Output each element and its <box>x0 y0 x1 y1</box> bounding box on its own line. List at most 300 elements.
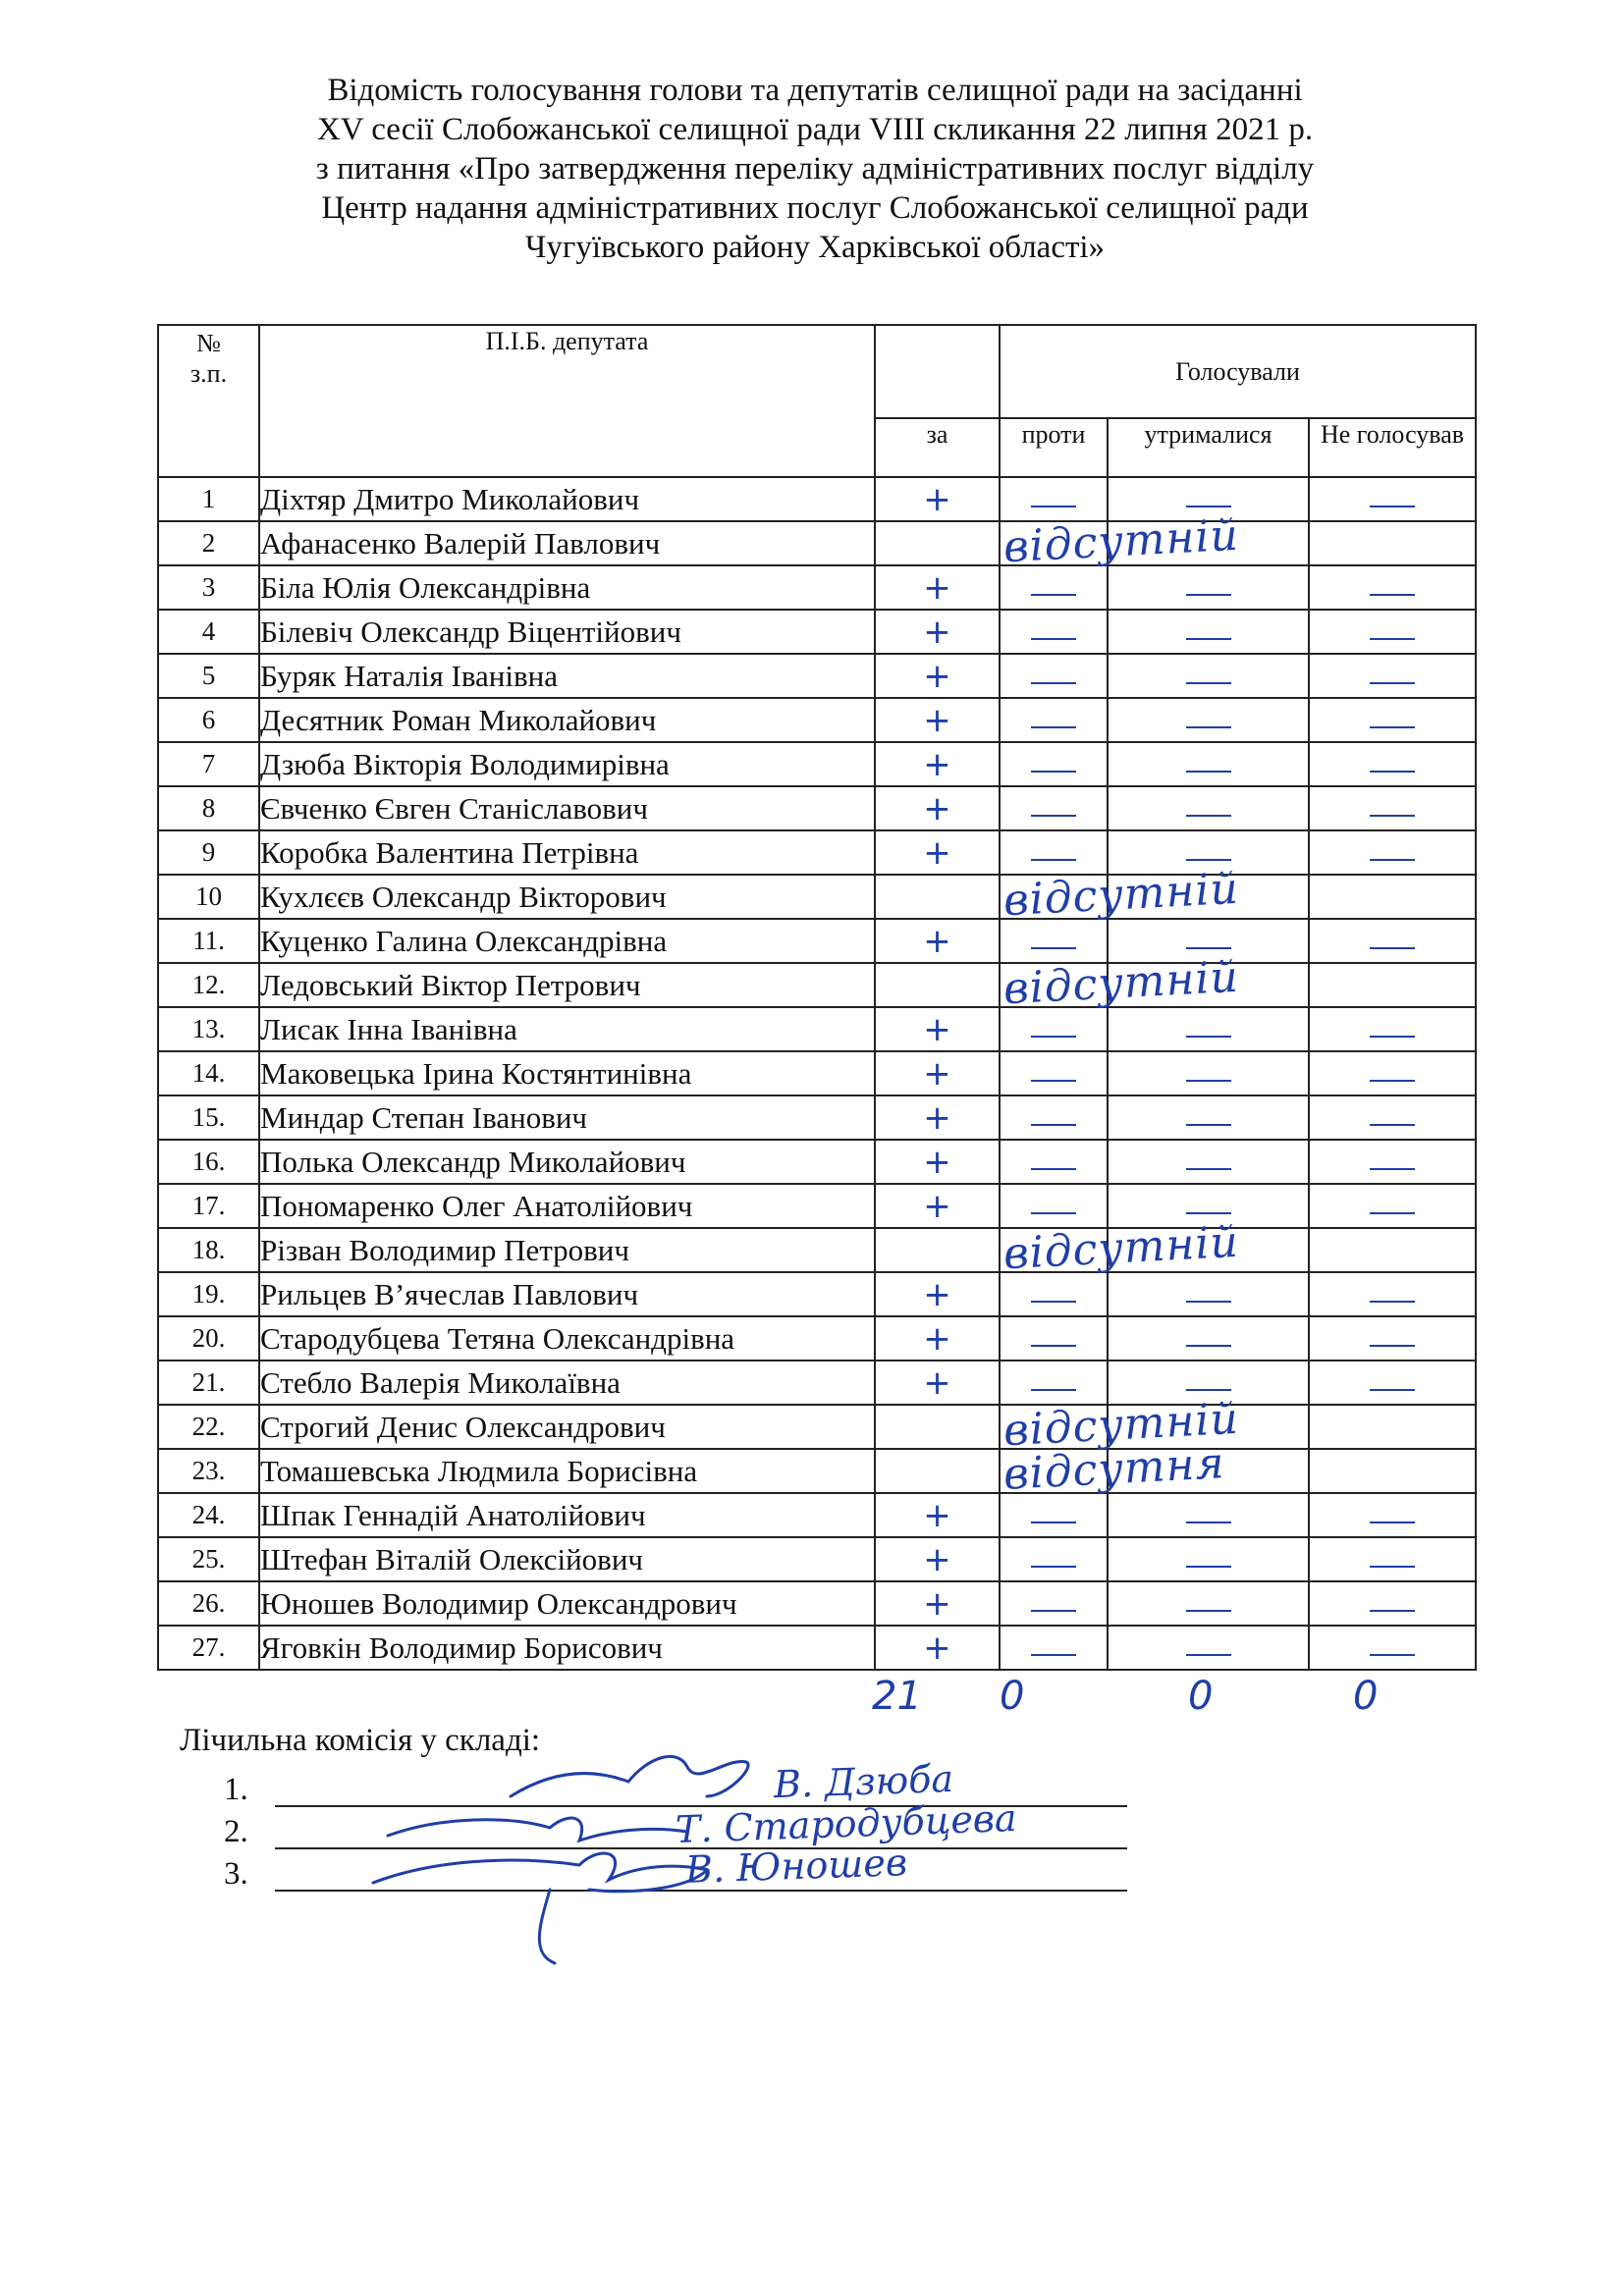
table-row <box>158 1581 1476 1626</box>
row-number: 23. <box>158 1449 259 1493</box>
row-name: Шпак Геннадій Анатолійович <box>259 1493 875 1537</box>
cell-abstained <box>1108 963 1309 1007</box>
table-row <box>158 1184 1476 1228</box>
vote-mark: + <box>923 1053 951 1094</box>
cell-for <box>875 919 1000 963</box>
table-row <box>158 1449 1476 1493</box>
cell-for <box>875 863 1241 927</box>
cell-for <box>875 830 1000 875</box>
commission-label: Лічильна комісія у складі: <box>180 1723 541 1758</box>
title-line: Чугуївського району Харківської області» <box>524 230 1106 265</box>
cell-for <box>875 1095 1000 1140</box>
member-signature: Т. Стародубцева <box>675 1795 1018 1852</box>
header-for: за <box>875 418 1000 477</box>
table-row <box>158 875 1476 919</box>
absent-note: відсутній <box>1001 1216 1241 1280</box>
cell-not-voted <box>1309 1493 1476 1537</box>
row-name: Дзюба Вікторія Володимирівна <box>259 742 875 786</box>
cell-against <box>1000 1493 1108 1537</box>
row-name: Полька Олександр Миколайович <box>259 1140 875 1184</box>
row-number: 4 <box>158 610 259 654</box>
row-name: Діхтяр Дмитро Миколайович <box>259 477 875 521</box>
row-name: Пономаренко Олег Анатолійович <box>259 1184 875 1228</box>
cell-for <box>875 565 1000 610</box>
row-number: 18. <box>158 1228 259 1272</box>
cell-not-voted <box>1309 565 1476 610</box>
cell-abstained <box>1108 1140 1309 1184</box>
table-row <box>158 1405 1476 1449</box>
table-row <box>158 654 1476 698</box>
row-name: Миндар Степан Іванович <box>259 1095 875 1140</box>
table-row <box>158 742 1476 786</box>
row-number: 5 <box>158 654 259 698</box>
vote-mark: + <box>923 1628 951 1668</box>
dash-mark <box>1370 682 1415 684</box>
cell-for <box>875 1438 1226 1500</box>
cell-against <box>1000 1405 1108 1449</box>
row-name: Маковецька Ірина Костянтинівна <box>259 1051 875 1095</box>
commission-member <box>224 1841 1127 1896</box>
cell-not-voted <box>1309 1272 1476 1316</box>
row-number: 11. <box>158 919 259 963</box>
row-number: 10 <box>158 875 259 919</box>
cell-against <box>1000 1051 1108 1095</box>
row-name: Десятник Роман Миколайович <box>259 698 875 742</box>
row-number: 12. <box>158 963 259 1007</box>
cell-abstained <box>1108 1493 1309 1537</box>
member-number: 3. <box>224 1856 248 1892</box>
table-row <box>158 1051 1476 1095</box>
table-row <box>158 521 1476 565</box>
cell-against <box>1000 1537 1108 1581</box>
row-name: Куценко Галина Олександрівна <box>259 919 875 963</box>
row-number: 7 <box>158 742 259 786</box>
cell-for <box>875 1581 1000 1626</box>
table-row <box>158 1361 1476 1405</box>
cell-against <box>1000 919 1108 963</box>
cell-against <box>1000 1095 1108 1140</box>
dash-mark <box>1031 682 1076 684</box>
cell-not-voted <box>1309 477 1476 521</box>
header-name: П.І.Б. депутата <box>259 325 875 477</box>
dash-mark <box>1031 1522 1076 1523</box>
cell-not-voted <box>1309 521 1476 565</box>
dash-mark <box>1370 859 1415 861</box>
absent-note: відсутній <box>1001 1393 1241 1457</box>
cell-abstained <box>1108 1272 1309 1316</box>
cell-abstained <box>1108 698 1309 742</box>
cell-against <box>1000 654 1108 698</box>
dash-mark <box>1031 506 1076 507</box>
cell-not-voted <box>1309 830 1476 875</box>
cell-abstained <box>1108 1007 1309 1051</box>
header-against: проти <box>1000 418 1108 477</box>
dash-mark <box>1186 594 1231 596</box>
row-name: Стародубцева Тетяна Олександрівна <box>259 1316 875 1361</box>
header-not-voted: Не голосував <box>1309 418 1476 477</box>
cell-abstained <box>1108 521 1309 565</box>
dash-mark <box>1370 815 1415 817</box>
cell-for <box>875 1537 1000 1581</box>
vote-mark: + <box>923 1583 951 1624</box>
cell-not-voted <box>1309 1361 1476 1405</box>
cell-abstained <box>1108 654 1309 698</box>
vote-mark: + <box>923 1495 951 1535</box>
dash-mark <box>1031 1301 1076 1303</box>
dash-mark <box>1186 1124 1231 1126</box>
table-row <box>158 786 1476 830</box>
vote-mark: + <box>923 1186 951 1226</box>
row-number: 14. <box>158 1051 259 1095</box>
row-number: 27. <box>158 1626 259 1670</box>
table-row <box>158 477 1476 521</box>
row-number: 26. <box>158 1581 259 1626</box>
dash-mark <box>1186 1345 1231 1347</box>
dash-mark <box>1370 1389 1415 1391</box>
row-name: Лисак Інна Іванівна <box>259 1007 875 1051</box>
cell-for <box>875 1140 1000 1184</box>
row-name: Євченко Євген Станіславович <box>259 786 875 830</box>
row-name: Томашевська Людмила Борисівна <box>259 1449 875 1493</box>
dash-mark <box>1031 1168 1076 1170</box>
dash-mark <box>1370 1654 1415 1656</box>
cell-for <box>875 509 1241 573</box>
cell-for <box>875 1626 1000 1670</box>
cell-not-voted <box>1309 1581 1476 1626</box>
dash-mark <box>1186 1080 1231 1082</box>
dash-mark <box>1031 947 1076 949</box>
table-row <box>158 1228 1476 1272</box>
header-number <box>158 325 259 477</box>
dash-mark <box>1186 682 1231 684</box>
vote-mark: + <box>923 1142 951 1182</box>
row-number: 3 <box>158 565 259 610</box>
cell-against <box>1000 786 1108 830</box>
vote-mark: + <box>923 656 951 696</box>
dash-mark <box>1370 638 1415 640</box>
vote-mark: + <box>923 1009 951 1049</box>
cell-abstained <box>1108 786 1309 830</box>
vote-mark: + <box>923 1539 951 1579</box>
dash-mark <box>1031 1212 1076 1214</box>
row-name: Рильцев В’ячеслав Павлович <box>259 1272 875 1316</box>
member-number: 2. <box>224 1814 248 1849</box>
dash-mark <box>1031 859 1076 861</box>
dash-mark <box>1186 1389 1231 1391</box>
row-number: 17. <box>158 1184 259 1228</box>
dash-mark <box>1031 771 1076 773</box>
dash-mark <box>1186 638 1231 640</box>
cell-abstained <box>1108 875 1309 919</box>
dash-mark <box>1031 1124 1076 1126</box>
cell-not-voted <box>1309 1140 1476 1184</box>
row-name: Біла Юлія Олександрівна <box>259 565 875 610</box>
cell-not-voted <box>1309 742 1476 786</box>
cell-against <box>1000 610 1108 654</box>
member-signature: В. Дзюба <box>773 1756 954 1807</box>
cell-abstained <box>1108 1626 1309 1670</box>
dash-mark <box>1186 1610 1231 1612</box>
cell-not-voted <box>1309 919 1476 963</box>
cell-not-voted <box>1309 1007 1476 1051</box>
row-number: 19. <box>158 1272 259 1316</box>
dash-mark <box>1031 815 1076 817</box>
cell-for <box>875 1272 1000 1316</box>
row-number: 1 <box>158 477 259 521</box>
cell-against <box>1000 742 1108 786</box>
row-name: Стебло Валерія Миколаївна <box>259 1361 875 1405</box>
dash-mark <box>1031 1345 1076 1347</box>
cell-for <box>875 1393 1241 1457</box>
cell-not-voted <box>1309 1184 1476 1228</box>
row-number: 8 <box>158 786 259 830</box>
row-number: 22. <box>158 1405 259 1449</box>
vote-mark: + <box>923 788 951 828</box>
header-number-label: № з.п. <box>189 329 228 388</box>
dash-mark <box>1186 1522 1231 1523</box>
vote-mark: + <box>923 567 951 608</box>
dash-mark <box>1186 771 1231 773</box>
cell-abstained <box>1108 565 1309 610</box>
voting-table <box>157 324 1477 1671</box>
cell-for <box>875 1007 1000 1051</box>
absent-note: відсутній <box>1001 863 1241 927</box>
cell-against <box>1000 875 1108 919</box>
cell-not-voted <box>1309 875 1476 919</box>
cell-abstained <box>1108 742 1309 786</box>
row-number: 25. <box>158 1537 259 1581</box>
row-name: Афанасенко Валерій Павлович <box>259 521 875 565</box>
dash-mark <box>1031 1080 1076 1082</box>
total-against: 0 <box>1000 1674 1025 1719</box>
table-row <box>158 1007 1476 1051</box>
cell-not-voted <box>1309 1228 1476 1272</box>
dash-mark <box>1370 1124 1415 1126</box>
row-number: 13. <box>158 1007 259 1051</box>
row-name: Штефан Віталій Олексійович <box>259 1537 875 1581</box>
row-number: 20. <box>158 1316 259 1361</box>
cell-abstained <box>1108 1449 1309 1493</box>
table-row <box>158 565 1476 610</box>
cell-against <box>1000 1581 1108 1626</box>
row-name: Білевіч Олександр Віцентійович <box>259 610 875 654</box>
cell-not-voted <box>1309 1051 1476 1095</box>
dash-mark <box>1186 1212 1231 1214</box>
dash-mark <box>1031 726 1076 728</box>
vote-mark: + <box>923 479 951 519</box>
vote-mark: + <box>923 700 951 740</box>
dash-mark <box>1370 726 1415 728</box>
dash-mark <box>1370 594 1415 596</box>
cell-for <box>875 742 1000 786</box>
cell-for <box>875 951 1241 1015</box>
cell-not-voted <box>1309 786 1476 830</box>
member-number: 1. <box>224 1772 248 1807</box>
cell-not-voted <box>1309 1095 1476 1140</box>
dash-mark <box>1031 1566 1076 1568</box>
row-name: Яговкін Володимир Борисович <box>259 1626 875 1670</box>
cell-for <box>875 654 1000 698</box>
cell-against <box>1000 1361 1108 1405</box>
header-voted: Голосували <box>1000 325 1476 418</box>
total-for: 21 <box>872 1674 922 1719</box>
dash-mark <box>1370 1345 1415 1347</box>
cell-not-voted <box>1309 698 1476 742</box>
dash-mark <box>1370 1522 1415 1523</box>
cell-against <box>1000 830 1108 875</box>
row-number: 2 <box>158 521 259 565</box>
document-title <box>196 71 1434 267</box>
title-line: Центр надання адміністративних послуг Слобожанської селищної ради <box>321 190 1309 226</box>
cell-not-voted <box>1309 1626 1476 1670</box>
cell-against <box>1000 963 1108 1007</box>
table-row <box>158 1140 1476 1184</box>
row-name: Юношев Володимир Олександрович <box>259 1581 875 1626</box>
dash-mark <box>1031 594 1076 596</box>
row-number: 21. <box>158 1361 259 1405</box>
dash-mark <box>1186 1036 1231 1038</box>
vote-mark: + <box>923 612 951 652</box>
dash-mark <box>1186 815 1231 817</box>
cell-against <box>1000 698 1108 742</box>
vote-mark: + <box>923 832 951 873</box>
cell-against <box>1000 1007 1108 1051</box>
cell-for <box>875 1184 1000 1228</box>
dash-mark <box>1186 1168 1231 1170</box>
header-empty <box>875 325 1000 418</box>
row-number: 16. <box>158 1140 259 1184</box>
dash-mark <box>1031 1654 1076 1656</box>
row-name: Буряк Наталія Іванівна <box>259 654 875 698</box>
row-name: Коробка Валентина Петрівна <box>259 830 875 875</box>
cell-abstained <box>1108 1228 1309 1272</box>
cell-for <box>875 1361 1000 1405</box>
cell-abstained <box>1108 1581 1309 1626</box>
vote-mark: + <box>923 1097 951 1138</box>
vote-mark: + <box>923 921 951 961</box>
row-number: 15. <box>158 1095 259 1140</box>
absent-note: відсутня <box>1001 1438 1226 1500</box>
dash-mark <box>1370 771 1415 773</box>
absent-note: відсутній <box>1001 509 1241 573</box>
cell-abstained <box>1108 1537 1309 1581</box>
cell-for <box>875 1216 1241 1280</box>
dash-mark <box>1186 506 1231 507</box>
cell-not-voted <box>1309 1537 1476 1581</box>
cell-not-voted <box>1309 963 1476 1007</box>
cell-for <box>875 1493 1000 1537</box>
dash-mark <box>1370 1212 1415 1214</box>
vote-mark: + <box>923 1362 951 1403</box>
dash-mark <box>1370 1036 1415 1038</box>
row-number: 6 <box>158 698 259 742</box>
row-name: Кухлєєв Олександр Вікторович <box>259 875 875 919</box>
dash-mark <box>1031 1036 1076 1038</box>
dash-mark <box>1370 1301 1415 1303</box>
table-row <box>158 830 1476 875</box>
dash-mark <box>1370 1168 1415 1170</box>
dash-mark <box>1031 1389 1076 1391</box>
dash-mark <box>1370 1610 1415 1612</box>
cell-abstained <box>1108 1051 1309 1095</box>
table-row <box>158 1493 1476 1537</box>
vote-mark: + <box>923 744 951 784</box>
cell-against <box>1000 1272 1108 1316</box>
cell-not-voted <box>1309 1316 1476 1361</box>
cell-not-voted <box>1309 654 1476 698</box>
dash-mark <box>1031 1610 1076 1612</box>
table-row <box>158 1626 1476 1670</box>
cell-for <box>875 1316 1000 1361</box>
title-line: XV сесії Слобожанської селищної ради VIII скликання 22 липня 2021 р. <box>316 112 1314 147</box>
table-row <box>158 610 1476 654</box>
dash-mark <box>1370 947 1415 949</box>
cell-for <box>875 698 1000 742</box>
cell-not-voted <box>1309 610 1476 654</box>
row-name: Строгий Денис Олександрович <box>259 1405 875 1449</box>
table-row <box>158 1316 1476 1361</box>
table-body <box>158 477 1476 1670</box>
vote-mark: + <box>923 1318 951 1359</box>
header-abstained: утрималися <box>1108 418 1309 477</box>
row-number: 24. <box>158 1493 259 1537</box>
cell-abstained <box>1108 1316 1309 1361</box>
row-name: Ледовський Віктор Петрович <box>259 963 875 1007</box>
cell-abstained <box>1108 610 1309 654</box>
title-line: з питання «Про затвердження переліку адміністративних послуг відділу <box>315 151 1315 187</box>
total-not-voted: 0 <box>1353 1674 1379 1719</box>
cell-against <box>1000 1228 1108 1272</box>
cell-for <box>875 786 1000 830</box>
cell-against <box>1000 477 1108 521</box>
dash-mark <box>1186 1301 1231 1303</box>
row-number: 9 <box>158 830 259 875</box>
cell-not-voted <box>1309 1449 1476 1493</box>
cell-for <box>875 610 1000 654</box>
table-row <box>158 1095 1476 1140</box>
table-row <box>158 919 1476 963</box>
cell-against <box>1000 1626 1108 1670</box>
vote-mark: + <box>923 1274 951 1314</box>
dash-mark <box>1186 947 1231 949</box>
table-row <box>158 698 1476 742</box>
dash-mark <box>1031 638 1076 640</box>
dash-mark <box>1186 1566 1231 1568</box>
title-line: Відомість голосування голови та депутатів селищної ради на засіданні <box>327 73 1303 108</box>
cell-against <box>1000 1140 1108 1184</box>
table-row <box>158 1537 1476 1581</box>
absent-note: відсутній <box>1001 951 1241 1015</box>
dash-mark <box>1370 1080 1415 1082</box>
dash-mark <box>1186 859 1231 861</box>
cell-against <box>1000 565 1108 610</box>
table-row <box>158 963 1476 1007</box>
cell-not-voted <box>1309 1405 1476 1449</box>
total-abstained: 0 <box>1188 1674 1214 1719</box>
cell-abstained <box>1108 1095 1309 1140</box>
row-name: Різван Володимир Петрович <box>259 1228 875 1272</box>
signature-scribble <box>539 1890 555 1963</box>
commission-member <box>224 1795 1127 1853</box>
member-signature: В. Юношев <box>684 1841 908 1892</box>
dash-mark <box>1186 1654 1231 1656</box>
dash-mark <box>1370 506 1415 507</box>
cell-against <box>1000 521 1108 565</box>
dash-mark <box>1370 1566 1415 1568</box>
cell-for <box>875 477 1000 521</box>
cell-against <box>1000 1316 1108 1361</box>
cell-against <box>1000 1449 1108 1493</box>
